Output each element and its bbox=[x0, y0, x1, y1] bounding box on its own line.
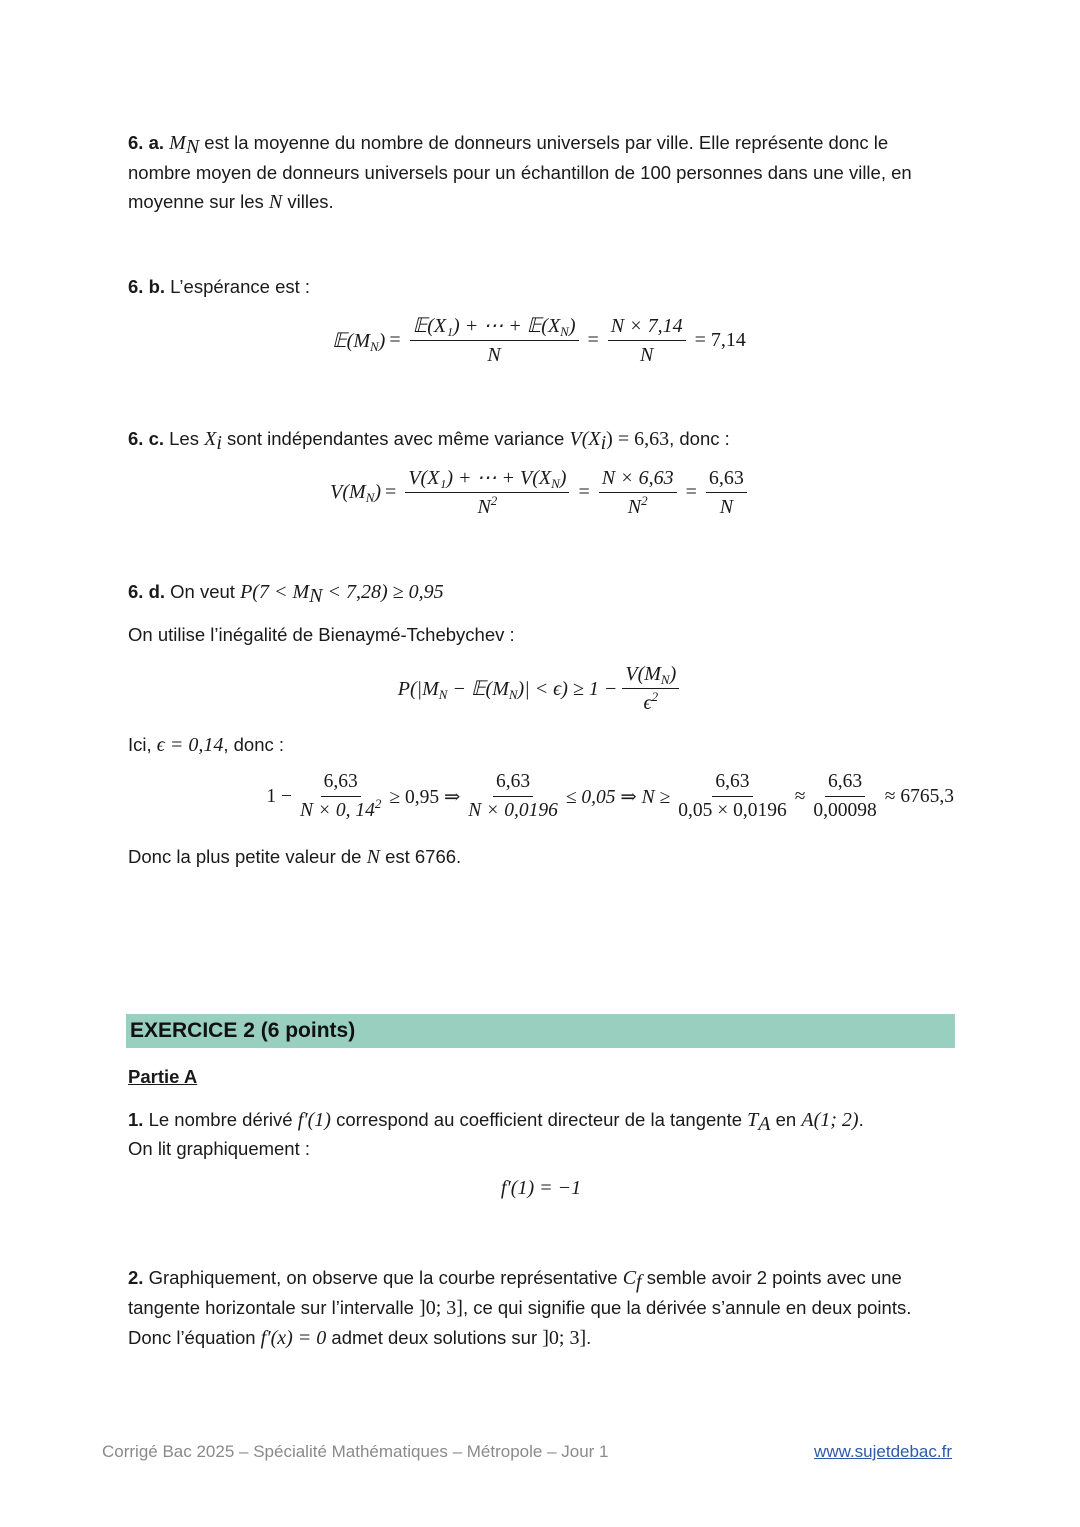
paragraph-text: Les bbox=[164, 428, 205, 449]
question-label: 1. bbox=[128, 1109, 144, 1130]
eq-result: = 7,14 bbox=[694, 329, 746, 351]
fraction: $\frac{6,63}{0,00098}$ bbox=[813, 771, 877, 821]
paragraph-text: est la moyenne du nombre de donneurs universels par ville. Elle représente donc le nombre moyen de donneurs universels pour un échantillon de 100 personnes dans une ville, en moyenne sur les bbox=[128, 132, 912, 212]
fraction: $\frac{6,63}{N \times 0, 14^2}$ bbox=[299, 771, 382, 821]
question-2: 2. Graphiquement, on observe que la courbe représentative $C_f$ semble avoir 2 points avec une tangente horizontale sur l’intervalle ]0; 3], ce qui signifie que la dérivée s’annule en deux points. Donc l’équation f′(x) = 0 admet deux solutions sur ]0; 3]. bbox=[128, 1267, 912, 1349]
derivative-result: f′(1) = −1 bbox=[500, 1177, 582, 1199]
fraction: $\frac{6,63}{N}$ bbox=[706, 466, 747, 519]
math-symbol: M bbox=[169, 132, 186, 154]
fraction: $\frac{6,63}{N \times 0,0196}$ bbox=[468, 771, 558, 821]
fraction: $\frac{6,63}{0,05 \times 0,0196}$ bbox=[678, 771, 787, 821]
question-label: 6. d. bbox=[128, 581, 166, 602]
fraction: $\frac{V(X_1) + \cdots + V(X_N)}{N^2}$ bbox=[405, 466, 569, 519]
math-subscript: N bbox=[185, 136, 200, 158]
question-label: 6. a. bbox=[128, 132, 164, 153]
math-expr: V(X bbox=[569, 428, 601, 450]
part-title: Partie A bbox=[128, 1066, 198, 1087]
question-6b bbox=[128, 272, 954, 301]
question-1: 1. Le nombre dérivé f′(1) correspond au coefficient directeur de la tangente $T_A$ en A(1; 2). bbox=[128, 1109, 864, 1135]
exercise-title: EXERCICE 2 (6 points) bbox=[130, 1019, 356, 1042]
question-label: 6. c. bbox=[128, 428, 164, 449]
exercise-banner bbox=[126, 1014, 955, 1048]
math-symbol: X bbox=[204, 428, 217, 450]
variance-equation: $V(M_N)$ = $\frac{V(X_1) + \cdots + V(X_N)}{N^2}$ = $\frac{N \times 6,63}{N^2}$ = $\frac{6,63}{N}$ bbox=[128, 466, 954, 519]
question-6a bbox=[128, 128, 954, 217]
paragraph-text: , donc : bbox=[669, 428, 730, 449]
question-6d: 6. d. On veut $P(7 < M_N < 7,28) \ge 0,95$ bbox=[128, 581, 444, 607]
math-symbol: N bbox=[268, 191, 283, 213]
bienayme-inequality: $P(|M_N$ − $𝔼(M_N)| < \epsilon) \ge 1$ − $\frac{V(M_N)}{\epsilon^2}$ bbox=[128, 662, 954, 715]
paragraph-text: L’espérance est : bbox=[165, 276, 311, 297]
conclusion-text: Donc la plus petite valeur de N est 6766. bbox=[128, 846, 462, 868]
fraction: $\frac{N \times 7,14}{N}$ bbox=[608, 314, 686, 367]
paragraph-text: sont indépendantes avec même variance bbox=[221, 428, 570, 449]
computation-chain: 1 − $\frac{6,63}{N \times 0, 14^2}$ ≥ 0,95 ⇒ $\frac{6,63}{N \times 0,0196}$ ≤ 0,05 ⇒ N ≥ $\frac{6,63}{0,05 \times 0,0196}$ ≈ $\frac{6,63}{0,00098}$ ≈ 6765,3 bbox=[266, 771, 954, 821]
fraction: $\frac{𝔼(X_1) + \cdots + 𝔼(X_N)}{N}$ bbox=[410, 314, 579, 367]
footer-title: Corrigé Bac 2025 – Spécialité Mathématiques – Métropole – Jour 1 bbox=[102, 1442, 609, 1461]
paragraph-text: Ici, ϵ = 0,14, donc : bbox=[128, 734, 285, 756]
paragraph-text: On utilise l’inégalité de Bienaymé-Tchebychev : bbox=[128, 624, 515, 645]
paragraph-text: villes. bbox=[282, 191, 334, 212]
eq-lhs: $𝔼(M_N)$ bbox=[332, 330, 386, 354]
paragraph-text: On veut bbox=[165, 581, 241, 602]
fraction: $\frac{N \times 6,63}{N^2}$ bbox=[599, 466, 677, 519]
expectation-equation: $𝔼(M_N)$ = $\frac{𝔼(X_1) + \cdots + 𝔼(X_N)}{N}$ = $\frac{N \times 7,14}{N}$ = 7,14 bbox=[332, 315, 746, 366]
paragraph-text: On lit graphiquement : bbox=[128, 1138, 311, 1159]
footer-link[interactable]: www.sujetdebac.fr bbox=[814, 1442, 952, 1461]
question-6c: 6. c. Les $X_i$ sont indépendantes avec même variance $V(X_i) = 6,63$, donc : bbox=[128, 428, 730, 454]
question-label: 6. b. bbox=[128, 276, 166, 297]
fraction: $\frac{V(M_N)}{\epsilon^2}$ bbox=[622, 662, 679, 715]
question-label: 2. bbox=[128, 1267, 144, 1288]
